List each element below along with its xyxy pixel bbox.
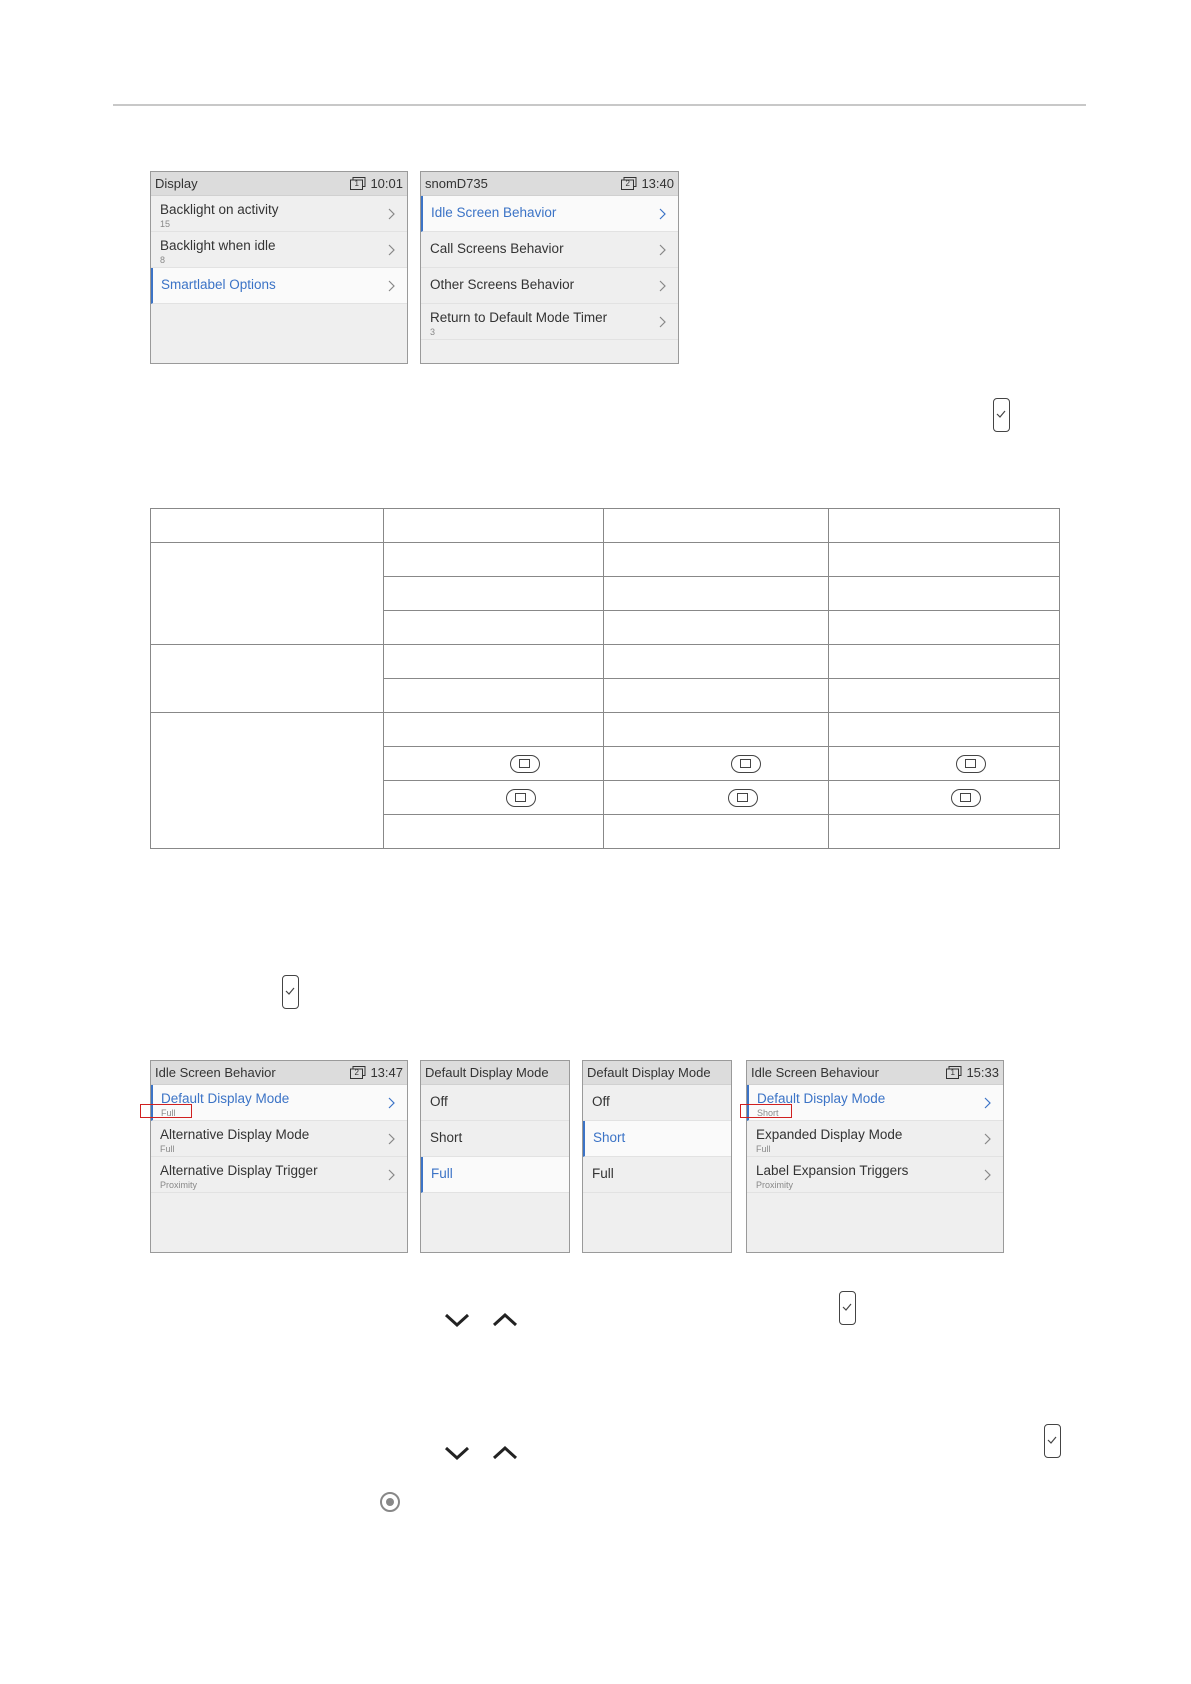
chevron-right-icon	[654, 206, 670, 222]
menu-item-backlight-activity[interactable]: Backlight on activity 15	[151, 196, 407, 232]
phone-screen-default-mode-full	[420, 1060, 570, 1253]
screen-title: Display	[155, 176, 198, 191]
highlight-box	[740, 1104, 792, 1118]
check-key-icon	[1044, 1424, 1061, 1458]
settings-table	[150, 508, 1060, 849]
screen-title: Default Display Mode	[587, 1065, 711, 1080]
chevron-right-icon	[383, 1167, 399, 1183]
screen-header	[421, 1061, 569, 1085]
phone-screen-idle-behaviour	[746, 1060, 1004, 1253]
menu-item-alternative-display-trigger[interactable]: Alternative Display Trigger Proximity	[151, 1157, 407, 1193]
menu-item-other-screens-behavior[interactable]: Other Screens Behavior	[421, 268, 678, 304]
chevron-right-icon	[979, 1131, 995, 1147]
radio-selected-icon	[380, 1492, 400, 1512]
screen-header	[421, 172, 678, 196]
option-full[interactable]: Full	[421, 1157, 569, 1193]
menu-item-label-expansion-triggers[interactable]: Label Expansion Triggers Proximity	[747, 1157, 1003, 1193]
screen-title: Idle Screen Behaviour	[751, 1065, 879, 1080]
line-key-icon	[728, 789, 758, 807]
chevron-down-icon	[444, 1445, 470, 1461]
account-icon: 1	[946, 1066, 962, 1079]
table-row	[151, 543, 1060, 577]
highlight-box	[140, 1104, 192, 1118]
screen-header	[151, 1061, 407, 1085]
clock: 13:40	[641, 176, 674, 191]
line-key-icon	[956, 755, 986, 773]
check-key-icon	[993, 398, 1010, 432]
screen-title: Default Display Mode	[425, 1065, 549, 1080]
account-icon: 2	[350, 1066, 366, 1079]
option-off[interactable]: Off	[583, 1085, 731, 1121]
chevron-right-icon	[654, 242, 670, 258]
screen-header	[747, 1061, 1003, 1085]
menu-item-idle-screen-behavior[interactable]: Idle Screen Behavior	[421, 196, 678, 232]
clock: 15:33	[966, 1065, 999, 1080]
option-full[interactable]: Full	[583, 1157, 731, 1193]
chevron-right-icon	[654, 278, 670, 294]
table-row	[151, 509, 1060, 543]
phone-screen-idle-behavior	[150, 1060, 408, 1253]
phone-screen-default-mode-short	[582, 1060, 732, 1253]
chevron-right-icon	[979, 1167, 995, 1183]
line-key-icon	[510, 755, 540, 773]
option-off[interactable]: Off	[421, 1085, 569, 1121]
screen-header	[151, 172, 407, 196]
chevron-right-icon	[383, 1131, 399, 1147]
table-row	[151, 713, 1060, 747]
header-rule	[113, 104, 1086, 106]
chevron-right-icon	[383, 1095, 399, 1111]
chevron-up-icon	[492, 1312, 518, 1328]
chevron-right-icon	[383, 278, 399, 294]
menu-item-return-default-timer[interactable]: Return to Default Mode Timer 3	[421, 304, 678, 340]
line-key-icon	[951, 789, 981, 807]
screen-title: Idle Screen Behavior	[155, 1065, 276, 1080]
screen-header	[583, 1061, 731, 1085]
menu-item-call-screens-behavior[interactable]: Call Screens Behavior	[421, 232, 678, 268]
menu-item-expanded-display-mode[interactable]: Expanded Display Mode Full	[747, 1121, 1003, 1157]
chevron-up-icon	[492, 1445, 518, 1461]
chevron-right-icon	[979, 1095, 995, 1111]
check-key-icon	[839, 1291, 856, 1325]
check-key-icon	[282, 975, 299, 1009]
clock: 10:01	[370, 176, 403, 191]
option-short[interactable]: Short	[421, 1121, 569, 1157]
phone-screen-display	[150, 171, 408, 364]
menu-item-default-display-mode[interactable]: Default Display Mode Short	[747, 1085, 1003, 1121]
menu-item-default-display-mode[interactable]: Default Display Mode Full	[151, 1085, 407, 1121]
chevron-right-icon	[654, 314, 670, 330]
account-icon: 1	[350, 177, 366, 190]
option-short[interactable]: Short	[583, 1121, 731, 1157]
chevron-right-icon	[383, 206, 399, 222]
phone-screen-snom	[420, 171, 679, 364]
line-key-icon	[731, 755, 761, 773]
menu-item-alternative-display-mode[interactable]: Alternative Display Mode Full	[151, 1121, 407, 1157]
chevron-down-icon	[444, 1312, 470, 1328]
menu-item-backlight-idle[interactable]: Backlight when idle 8	[151, 232, 407, 268]
clock: 13:47	[370, 1065, 403, 1080]
table-row	[151, 645, 1060, 679]
line-key-icon	[506, 789, 536, 807]
chevron-right-icon	[383, 242, 399, 258]
screen-title: snomD735	[425, 176, 488, 191]
account-icon: 2	[621, 177, 637, 190]
menu-item-smartlabel-options[interactable]: Smartlabel Options	[151, 268, 407, 304]
